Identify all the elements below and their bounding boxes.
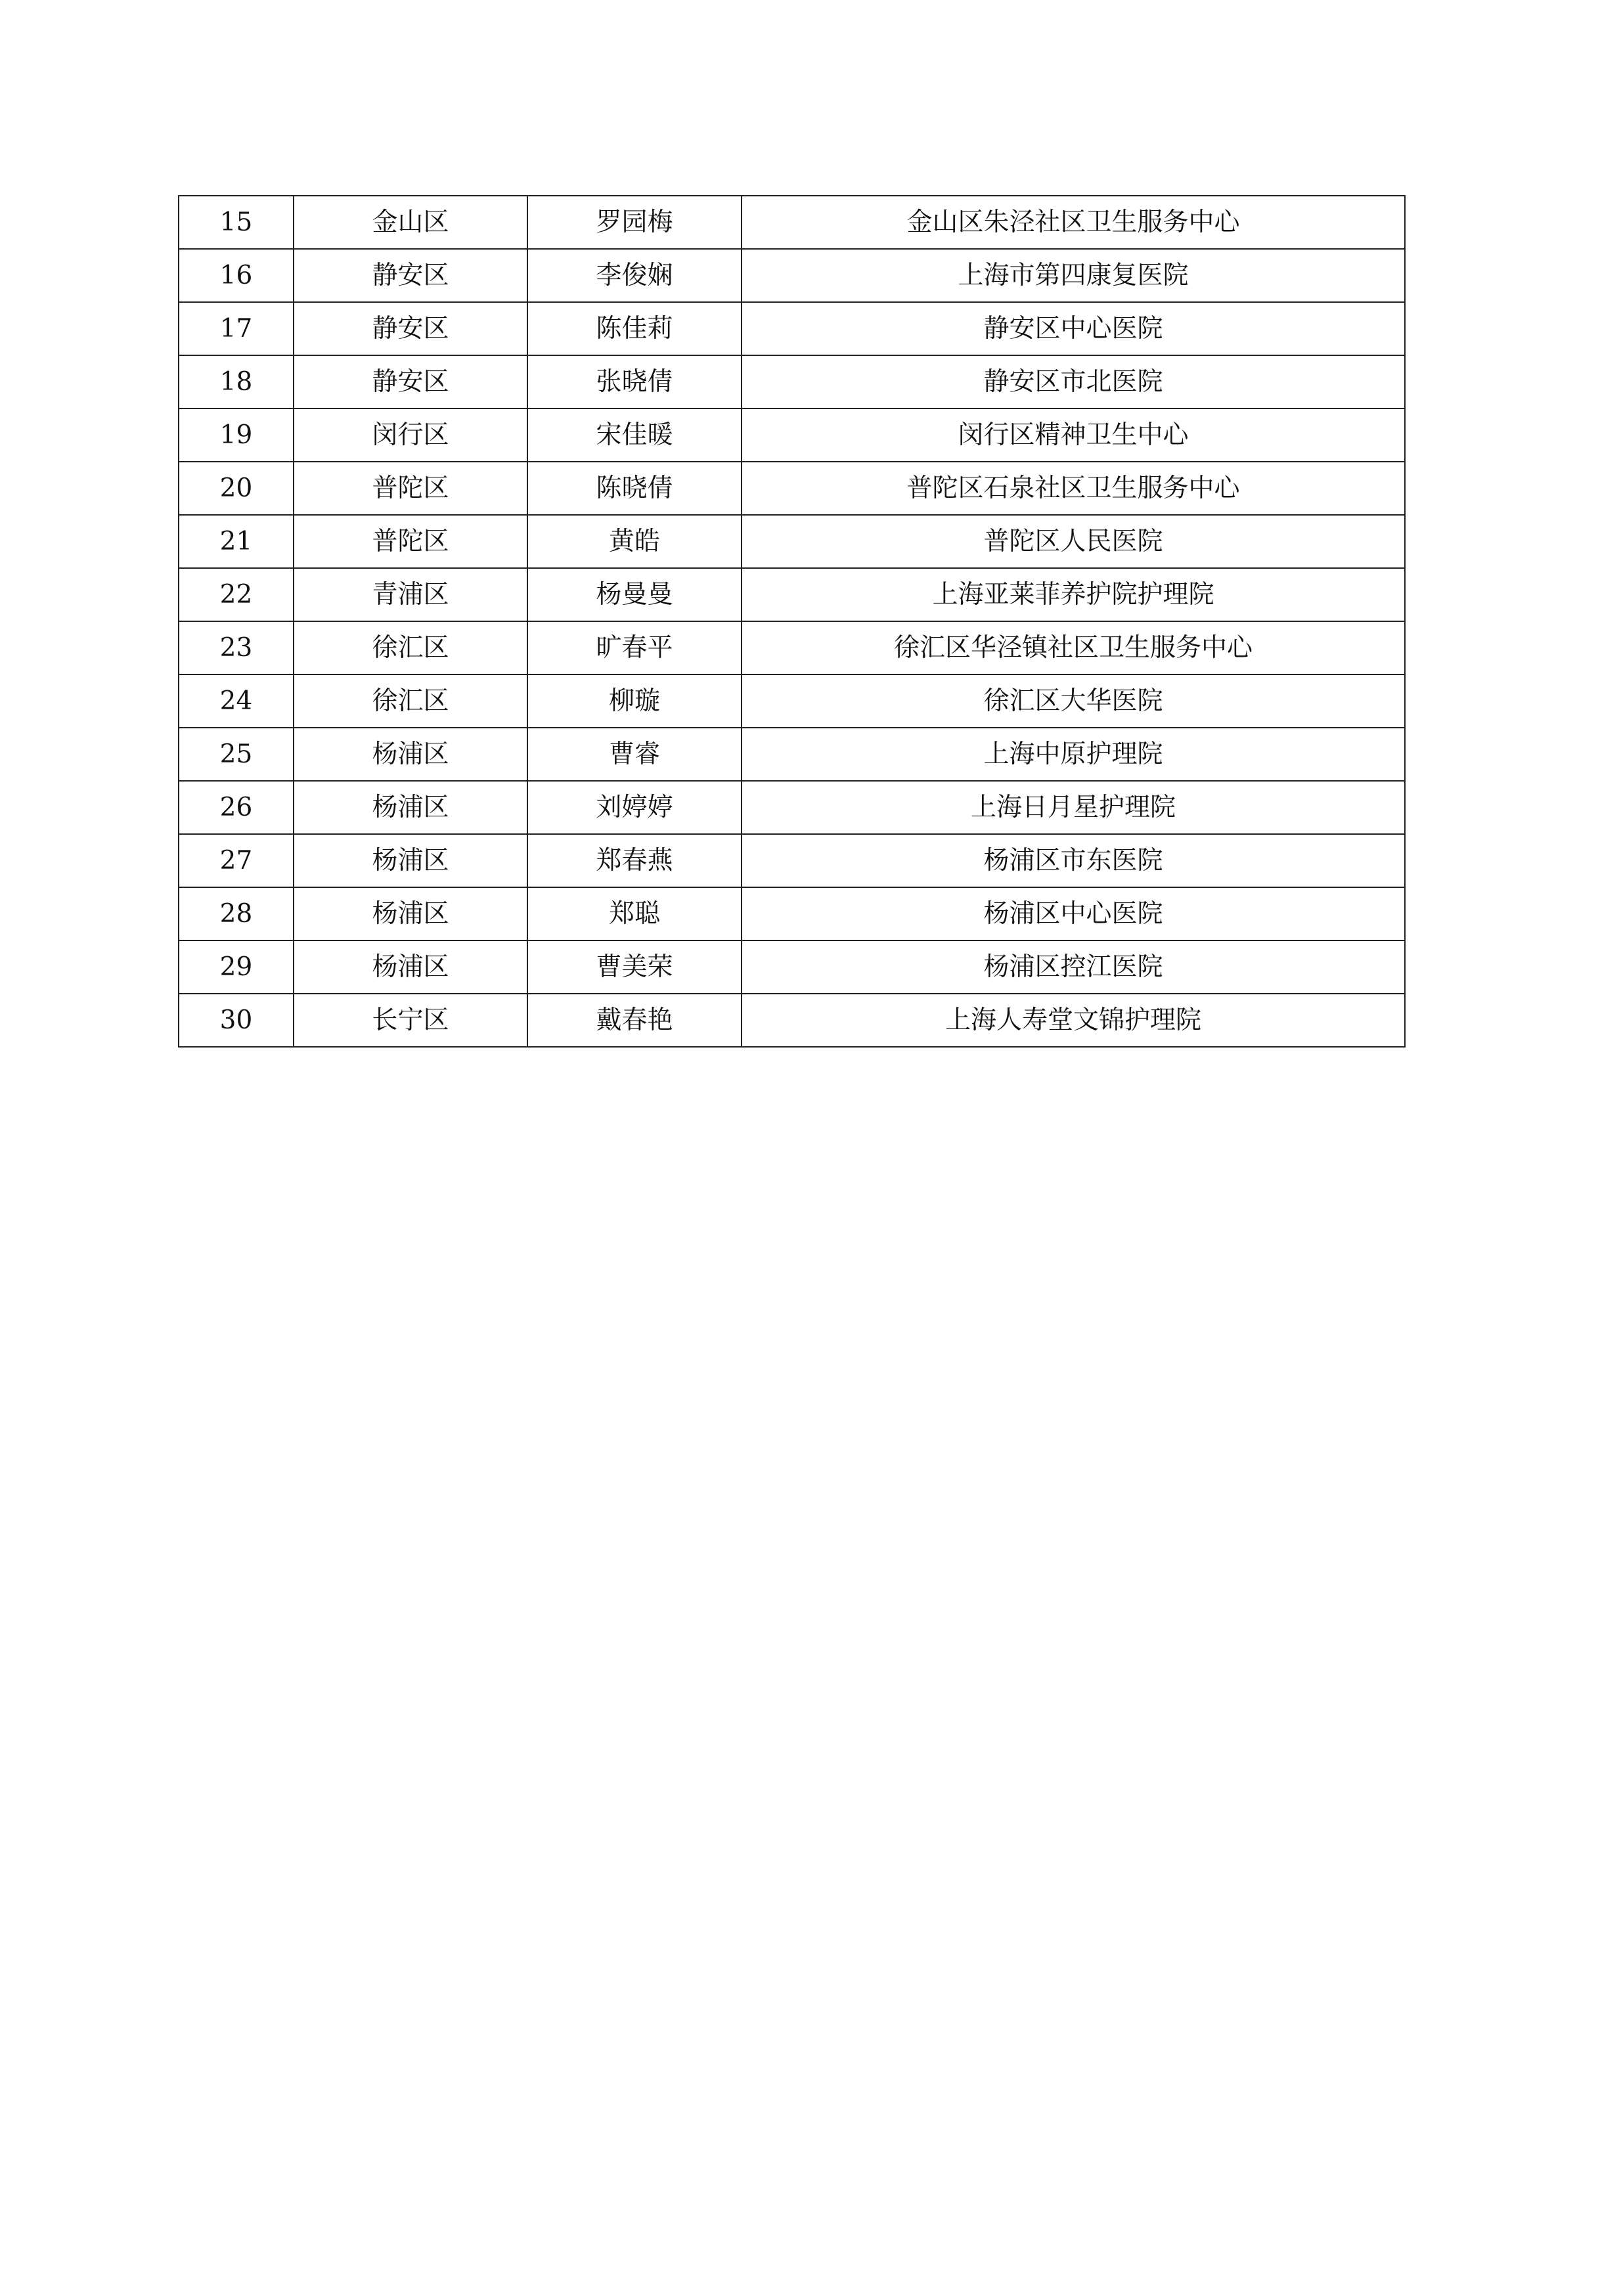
- table-row: [179, 249, 1405, 302]
- district-cell: 闵行区: [294, 408, 527, 462]
- table-row: [179, 462, 1405, 515]
- district-cell: 普陀区: [294, 515, 527, 568]
- organization-cell: 上海日月星护理院: [742, 781, 1405, 834]
- row-number: 15: [179, 196, 294, 249]
- district-cell: 杨浦区: [294, 834, 527, 887]
- table-row: [179, 355, 1405, 408]
- table-row: [179, 940, 1405, 994]
- table-row: [179, 196, 1405, 249]
- district-cell: 普陀区: [294, 462, 527, 515]
- row-number: 20: [179, 462, 294, 515]
- table-row: [179, 887, 1405, 940]
- row-number: 22: [179, 568, 294, 621]
- person-name-cell: 陈佳莉: [527, 302, 742, 355]
- organization-cell: 金山区朱泾社区卫生服务中心: [742, 196, 1405, 249]
- organization-cell: 上海人寿堂文锦护理院: [742, 994, 1405, 1047]
- row-number: 25: [179, 728, 294, 781]
- table-row: [179, 674, 1405, 728]
- person-name-cell: 郑春燕: [527, 834, 742, 887]
- district-cell: 静安区: [294, 249, 527, 302]
- organization-cell: 徐汇区华泾镇社区卫生服务中心: [742, 621, 1405, 674]
- organization-cell: 普陀区石泉社区卫生服务中心: [742, 462, 1405, 515]
- table-row: [179, 568, 1405, 621]
- person-name-cell: 旷春平: [527, 621, 742, 674]
- person-name-cell: 曹睿: [527, 728, 742, 781]
- organization-cell: 静安区市北医院: [742, 355, 1405, 408]
- table-row: [179, 834, 1405, 887]
- person-name-cell: 黄皓: [527, 515, 742, 568]
- row-number: 19: [179, 408, 294, 462]
- district-cell: 静安区: [294, 302, 527, 355]
- person-name-cell: 郑聪: [527, 887, 742, 940]
- district-cell: 徐汇区: [294, 621, 527, 674]
- person-name-cell: 柳璇: [527, 674, 742, 728]
- person-name-cell: 杨曼曼: [527, 568, 742, 621]
- row-number: 23: [179, 621, 294, 674]
- organization-cell: 闵行区精神卫生中心: [742, 408, 1405, 462]
- district-cell: 杨浦区: [294, 781, 527, 834]
- district-cell: 杨浦区: [294, 728, 527, 781]
- row-number: 24: [179, 674, 294, 728]
- organization-cell: 徐汇区大华医院: [742, 674, 1405, 728]
- district-cell: 长宁区: [294, 994, 527, 1047]
- row-number: 28: [179, 887, 294, 940]
- table-row: [179, 994, 1405, 1047]
- person-name-cell: 刘婷婷: [527, 781, 742, 834]
- row-number: 26: [179, 781, 294, 834]
- table-row: [179, 408, 1405, 462]
- row-number: 16: [179, 249, 294, 302]
- row-number: 18: [179, 355, 294, 408]
- organization-cell: 杨浦区市东医院: [742, 834, 1405, 887]
- person-name-cell: 曹美荣: [527, 940, 742, 994]
- district-cell: 徐汇区: [294, 674, 527, 728]
- row-number: 27: [179, 834, 294, 887]
- organization-cell: 上海中原护理院: [742, 728, 1405, 781]
- table-row: [179, 728, 1405, 781]
- district-cell: 青浦区: [294, 568, 527, 621]
- table-row: [179, 515, 1405, 568]
- table-row: [179, 781, 1405, 834]
- organization-cell: 杨浦区中心医院: [742, 887, 1405, 940]
- district-cell: 杨浦区: [294, 887, 527, 940]
- organization-cell: 杨浦区控江医院: [742, 940, 1405, 994]
- organization-cell: 静安区中心医院: [742, 302, 1405, 355]
- district-cell: 静安区: [294, 355, 527, 408]
- row-number: 29: [179, 940, 294, 994]
- district-cell: 金山区: [294, 196, 527, 249]
- organization-cell: 上海市第四康复医院: [742, 249, 1405, 302]
- person-name-cell: 宋佳暖: [527, 408, 742, 462]
- table-row: [179, 302, 1405, 355]
- person-name-cell: 戴春艳: [527, 994, 742, 1047]
- table-body: [179, 196, 1405, 1047]
- organization-cell: 普陀区人民医院: [742, 515, 1405, 568]
- person-name-cell: 张晓倩: [527, 355, 742, 408]
- district-cell: 杨浦区: [294, 940, 527, 994]
- row-number: 30: [179, 994, 294, 1047]
- person-name-cell: 罗园梅: [527, 196, 742, 249]
- row-number: 17: [179, 302, 294, 355]
- person-name-cell: 李俊娴: [527, 249, 742, 302]
- row-number: 21: [179, 515, 294, 568]
- personnel-table: [178, 195, 1406, 1048]
- person-name-cell: 陈晓倩: [527, 462, 742, 515]
- table-row: [179, 621, 1405, 674]
- organization-cell: 上海亚莱菲养护院护理院: [742, 568, 1405, 621]
